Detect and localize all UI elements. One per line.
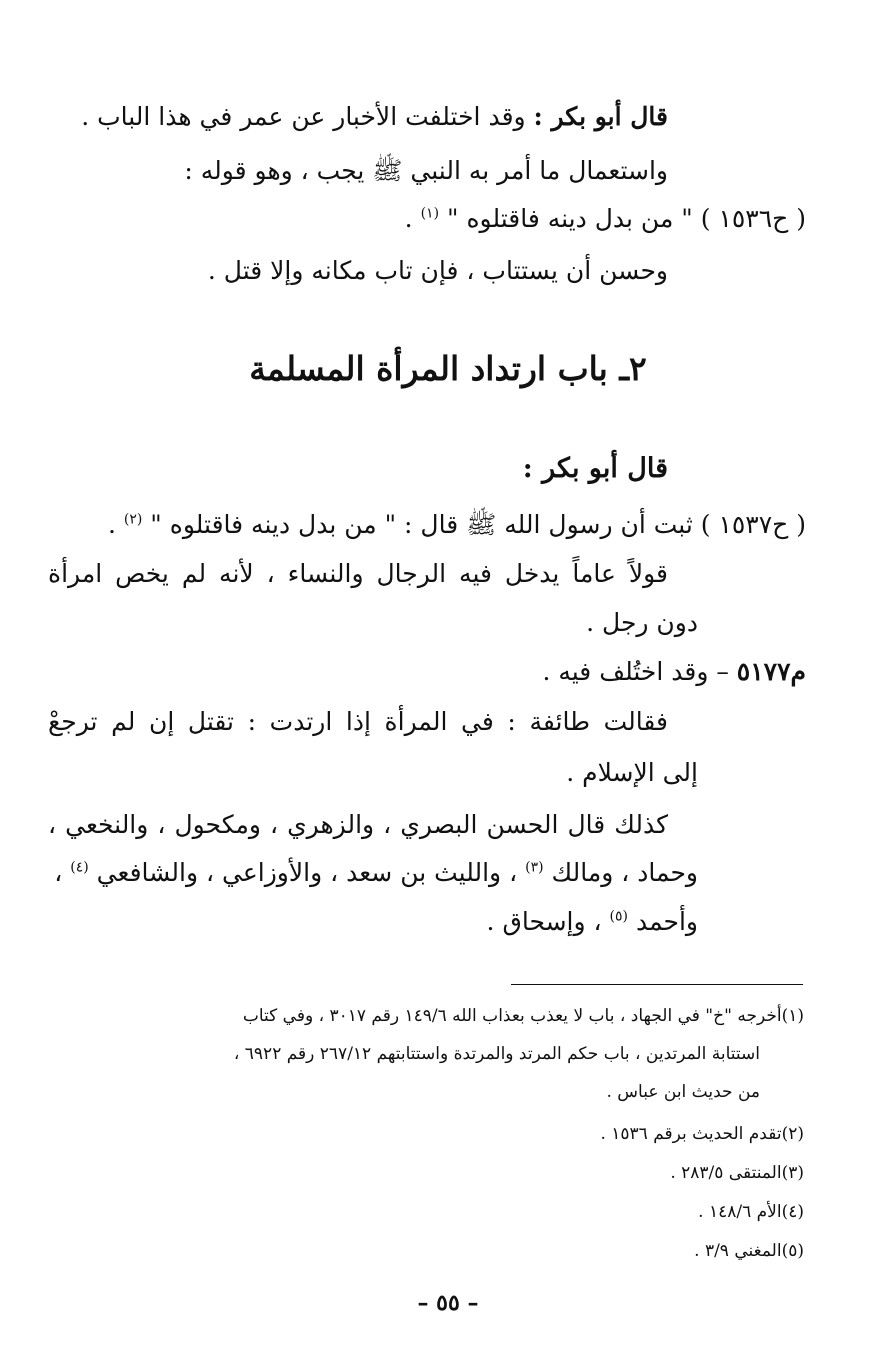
footnote-ref-3: (٣) (525, 859, 544, 876)
text-line-12 (54, 856, 698, 890)
line-text: وحسن أن يستتاب ، فإن تاب مكانه وإلا قتل . (207, 256, 668, 285)
text-line-6: قولاً عاماً يدخل فيه الرجال والنساء ، لأنه لم يخص امرأة (48, 559, 668, 588)
masala-ref: م٥١٧٧ (736, 657, 806, 686)
footnote-ref-2: (٢) (123, 511, 143, 528)
footnote-text: المغني ٣/٩ . (694, 1241, 782, 1261)
line-end: ، وإسحاق . (486, 907, 610, 936)
chapter-heading: ٢ـ باب ارتداد المرأة المسلمة (249, 349, 647, 388)
line-text: ، والليث بن سعد ، والأوزاعي ، والشافعي (88, 858, 526, 887)
line-text: وحماد ، ومالك (543, 858, 698, 887)
line-text: " من بدل دينه فاقتلوه " (439, 204, 701, 233)
text-line-1 (81, 100, 668, 134)
line-text: ثبت أن رسول الله ﷺ قال : " من بدل دينه فاقتلوه " (142, 510, 701, 539)
text-line-10: إلى الإسلام . (566, 758, 698, 787)
line-text: وقد اختلفت الأخبار عن عمر في هذا الباب . (81, 102, 534, 131)
footnote-number: (٤) (781, 1202, 804, 1222)
footnote-ref-5: (٥) (609, 908, 628, 925)
text-line-5 (108, 508, 806, 542)
text-line-3 (405, 202, 806, 236)
footnote-1-cont2: من حديث ابن عباس . (606, 1082, 760, 1102)
speaker-label: قال أبو بكر : (533, 102, 668, 131)
footnote-5 (694, 1239, 804, 1263)
footnote-text: المنتقى ٢٨٣/٥ . (670, 1163, 782, 1183)
footnote-1 (243, 1004, 804, 1028)
page-number: – ٥٥ – (417, 1290, 479, 1316)
footnote-number: (١) (781, 1006, 804, 1026)
footnote-text: تقدم الحديث برقم ١٥٣٦ . (600, 1124, 782, 1144)
footnote-number: (٥) (781, 1241, 804, 1261)
line-end: . (107, 510, 124, 539)
text-line-2 (184, 154, 668, 188)
hadith-ref-2: ( ح١٥٣٧ ) (700, 510, 806, 539)
speaker-label-2: قال أبو بكر : (522, 453, 668, 484)
footnote-ref-4: (٤) (70, 859, 89, 876)
footnote-text: الأم ١٤٨/٦ . (698, 1202, 782, 1222)
footnote-3 (670, 1161, 804, 1185)
footnote-text: أخرجه "خ" في الجهاد ، باب لا يعذب بعذاب الله ١٤٩/٦ رقم ٣٠١٧ ، وفي كتاب (242, 1006, 782, 1026)
text-line-9: فقالت طائفة : في المرأة إذا ارتدت : تقتل إن لم ترجعْ (48, 707, 668, 736)
footnote-2 (600, 1122, 804, 1146)
footnote-number: (٢) (781, 1124, 804, 1144)
line-end: . (404, 204, 421, 233)
line-end: ، (54, 858, 71, 887)
text-line-4 (208, 254, 668, 288)
line-text: واستعمال ما أمر به النبي ﷺ يجب ، وهو قوله : (184, 156, 668, 185)
text-line-8 (542, 655, 806, 689)
footnote-4 (698, 1200, 804, 1224)
text-line-7: دون رجل . (586, 608, 698, 637)
hadith-ref: ( ح١٥٣٦ ) (700, 204, 806, 233)
line-text: وأحمد (628, 907, 698, 936)
footnote-1-cont: استتابة المرتدين ، باب حكم المرتد والمرتدة واستتابتهم ٢٦٧/١٢ رقم ٦٩٢٢ ، (233, 1044, 760, 1064)
text-line-11: كذلك قال الحسن البصري ، والزهري ، ومكحول ، والنخعي ، (48, 810, 668, 839)
footnote-ref-1: (١) (420, 205, 440, 222)
text-line-13 (487, 905, 698, 939)
footnote-divider (511, 984, 803, 985)
line-text: – وقد اختُلف فيه . (542, 657, 737, 686)
footnote-number: (٣) (781, 1163, 804, 1183)
